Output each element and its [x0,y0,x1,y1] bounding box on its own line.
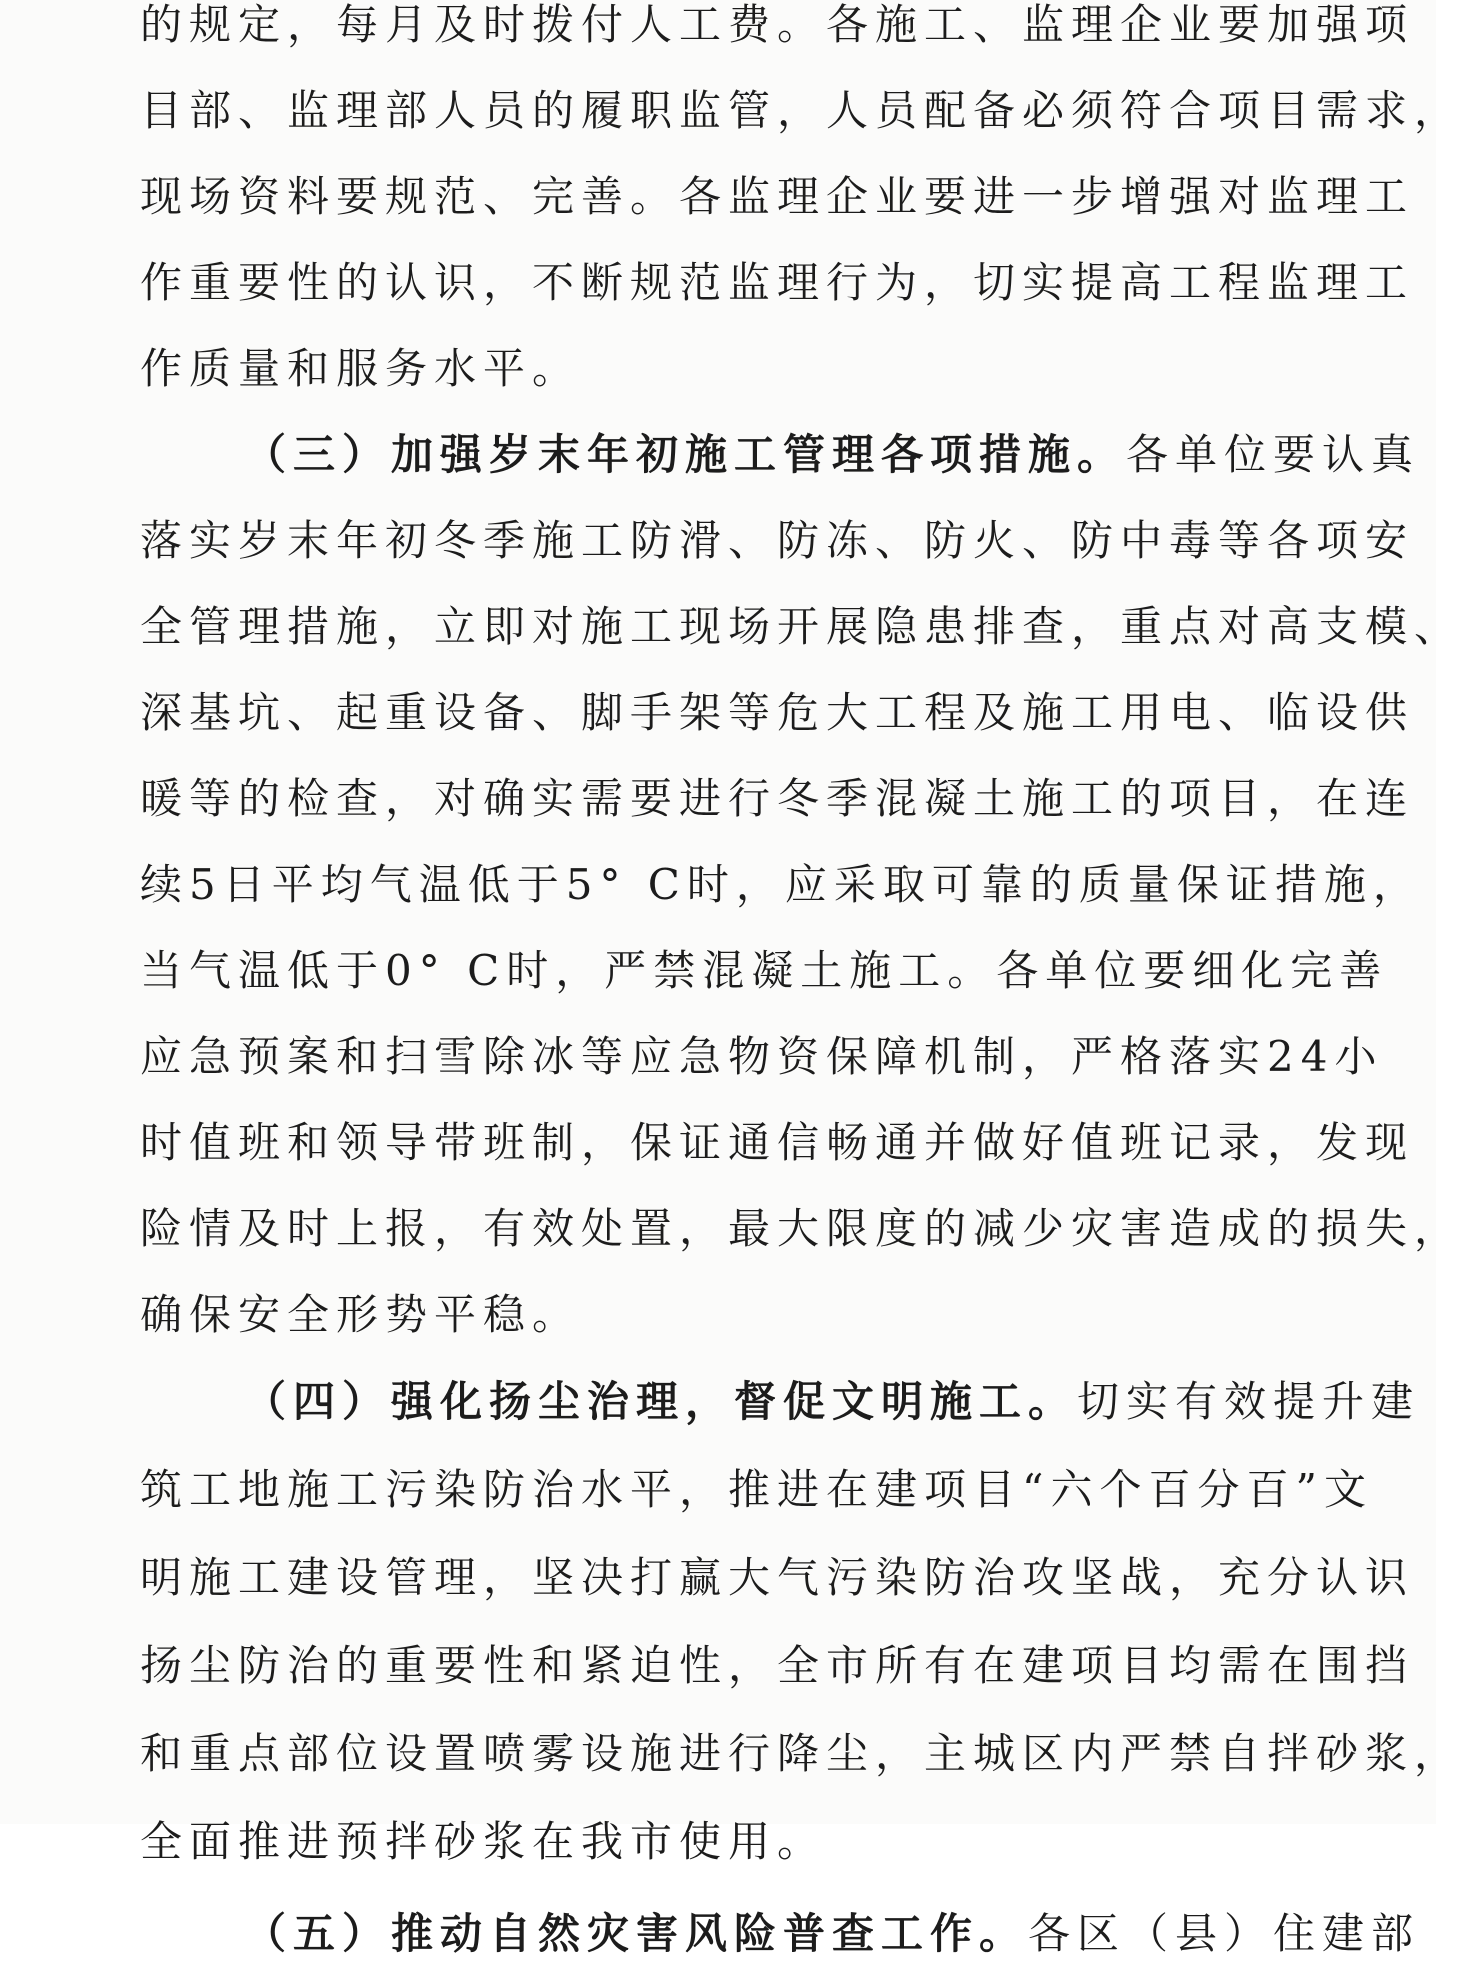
text-line: 全管理措施，立即对施工现场开展隐患排查，重点对高支模、 [140,602,1463,651]
text-line: 深基坑、起重设备、脚手架等危大工程及施工用电、临设供 [140,688,1415,737]
paragraph-tail-section-2 [140,0,1463,412]
text-line: 时值班和领导带班制，保证通信畅通并做好值班记录，发现 [140,1118,1415,1167]
text-line: 筑工地施工污染防治水平，推进在建项目“六个百分百”文 [140,1465,1373,1514]
section-text: 各区（县）住建部 [1028,1909,1421,1958]
text-line: 目部、监理部人员的履职监管，人员配备必须符合项目需求， [140,86,1463,135]
section-heading-line [140,412,1421,498]
paragraph-section-4 [140,1358,1463,1886]
text-line: 现场资料要规范、完善。各监理企业要进一步增强对监理工 [140,172,1415,221]
section-heading: （五）推动自然灾害风险普查工作。 [244,1909,1029,1958]
text-line: 当气温低于0° C时，严禁混凝土施工。各单位要细化完善 [140,946,1389,995]
text-line: 全面推进预拌砂浆在我市使用。 [140,1817,827,1866]
section-text: 各单位要认真 [1126,430,1421,479]
paragraph-section-5 [140,1890,1421,1978]
text-line: 确保安全形势平稳。 [140,1290,582,1339]
section-heading-line [140,1890,1421,1978]
text-line: 险情及时上报，有效处置，最大限度的减少灾害造成的损失， [140,1204,1463,1253]
text-line: 落实岁末年初冬季施工防滑、防冻、防火、防中毒等各项安 [140,516,1415,565]
text-line: 应急预案和扫雪除冰等应急物资保障机制，严格落实24小 [140,1032,1384,1081]
section-heading: （三）加强岁末年初施工管理各项措施。 [244,430,1127,479]
section-heading-line [140,1358,1421,1446]
text-line: 作质量和服务水平。 [140,344,582,393]
text-line: 扬尘防治的重要性和紧迫性，全市所有在建项目均需在围挡 [140,1641,1415,1690]
section-text: 切实有效提升建 [1077,1377,1421,1426]
text-line: 和重点部位设置喷雾设施进行降尘，主城区内严禁自拌砂浆， [140,1729,1463,1778]
text-line: 续5日平均气温低于5° C时，应采取可靠的质量保证措施， [140,860,1422,909]
document-body [140,0,1463,1978]
text-line: 明施工建设管理，坚决打赢大气污染防治攻坚战，充分认识 [140,1553,1415,1602]
text-line: 暖等的检查，对确实需要进行冬季混凝土施工的项目，在连 [140,774,1415,823]
text-line: 的规定，每月及时拨付人工费。各施工、监理企业要加强项 [140,0,1415,49]
text-line: 作重要性的认识，不断规范监理行为，切实提高工程监理工 [140,258,1415,307]
paragraph-section-3 [140,412,1463,1358]
section-heading: （四）强化扬尘治理，督促文明施工。 [244,1377,1078,1426]
